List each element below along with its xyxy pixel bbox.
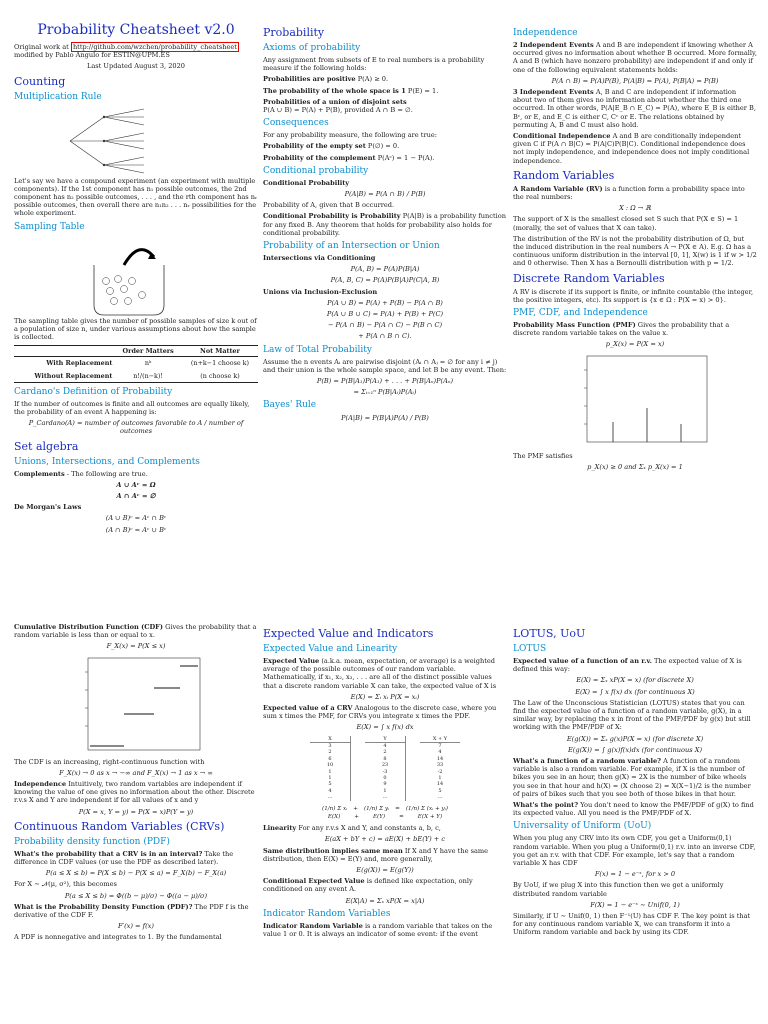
subsection-sampling-table: Sampling Table (14, 221, 85, 232)
xy-values (420, 743, 460, 801)
ie-eq-1: P(A ∪ B) = P(A) + P(B) − P(A ∩ B) (327, 298, 443, 307)
uou-eq-1: F(x) = 1 − e⁻ˣ, for x > 0 (594, 870, 676, 879)
col-xy (420, 736, 460, 801)
table-cell: 1 (328, 775, 332, 782)
axiom-3-label: Probabilities of a union of disjoint sets (263, 97, 407, 106)
e-x: E(X) (327, 813, 341, 820)
ie-eq-3: − P(A ∩ B) − P(A ∩ C) − P(B ∩ C) (327, 321, 443, 330)
pdf-what-text: The PDF f is the derivative of the CDF F. (14, 902, 249, 920)
table-cell: 3 (328, 743, 332, 750)
subsection-indicator-rv: Indicator Random Variables (263, 908, 391, 919)
pdf-what-label: What is the Probability Density Function (PDF)? (14, 902, 193, 911)
subsection-unions: Unions, Intersections, and Complements (14, 456, 200, 467)
x-values (310, 743, 350, 801)
consequence-2-label: Probability of the complement (263, 153, 376, 162)
ie-eq-2: P(A ∪ B ∪ C) = P(A) + P(B) + P(C) (326, 310, 444, 319)
col-header-xy: X + Y (420, 736, 460, 743)
github-link[interactable]: http://github.com/wzchen/probability_cheatsheet (72, 43, 237, 51)
independence-text: Intuitively, two random variables are independent if knowing the value of one gives no information about the other. Discrete r.v.s X and Y are independent if for all values of x and y (14, 780, 255, 805)
section-probability: Probability (263, 26, 325, 39)
pmf-satisfies-text: The PMF satisfies (513, 451, 573, 460)
column-5 (263, 623, 507, 941)
lotus-text: The Law of the Unconscious Statistician (LOTUS) states that you can find the expected value of a function of a random variable, g(X), in a similar way, by replacing the x in front of the PMF/PDF by g(x) but still working with the PMF/PDF of X: (513, 698, 751, 732)
table-cell: 0 (383, 775, 387, 782)
axiom-2-label: The probability of the whole space is 1 (263, 86, 406, 95)
total-eq-1: P(B) = P(B|A₁)P(A₁) + . . . + P(B|Aₙ)P(Aₙ) (316, 377, 454, 386)
pmf-eq: p_X(x) = P(X = x) (605, 340, 665, 349)
urn-diagram (84, 235, 184, 317)
table-cell: 1 (383, 787, 387, 794)
table-cell: 4 (328, 787, 332, 794)
sum-y: (1/n) Σ yᵢ (363, 805, 390, 812)
table-cell: 4 (438, 749, 442, 756)
cond-ind-label: Conditional Independence (513, 132, 611, 141)
rv-eq: X : Ω → ℝ (619, 204, 651, 213)
rv-label: A Random Variable (RV) (513, 184, 603, 193)
original-work-line (14, 43, 258, 59)
consequences-text: For any probability measure, the following are true: (263, 131, 437, 140)
e-xy: E(X + Y) (417, 813, 443, 820)
table-cell: 23 (381, 762, 389, 769)
table-cell: 14 (436, 755, 444, 762)
intersection-eq-2: P(A, B, C) = P(A)P(B|A)P(C|A, B) (330, 276, 440, 285)
cell: (n choose k) (200, 371, 240, 380)
pmf-plot (563, 352, 713, 452)
consequence-1: P(∅) = 0. (367, 142, 400, 151)
pmf-text: Gives the probability that a discrete random variable takes on the value x. (513, 321, 730, 338)
table-cell: 4 (383, 743, 387, 750)
column-1 (14, 0, 258, 537)
indicator-text: is a random variable that takes on the value 1 or 0. It is always an indicator of some event: if the event (263, 921, 493, 938)
pdf-normal-text: For X ∼ 𝒩(μ, σ²), this becomes (14, 880, 117, 889)
column-2 (263, 0, 507, 426)
cheatsheet-page-2 (0, 615, 768, 1024)
table-cell: -3 (382, 768, 388, 775)
e-y: E(Y) (372, 813, 386, 820)
multiplication-text: Let's say we have a compound experiment (an experiment with multiple components). If the 1st component has n₁ possible outcomes, the 2nd component has n₂ possible outcomes, . . . , and the rth component has nᵣ possible outcomes, then overall there are n₁n₂ . . . nᵣ possibilities for the whole experiment. (14, 176, 258, 218)
bayes-eq: P(A|B) = P(B|A)P(A) / P(B) (341, 414, 429, 423)
tbl-header-order-matters: Order Matters (114, 346, 182, 357)
consequence-2: P(Aᶜ) = 1 − P(A). (377, 153, 435, 162)
table-cell: 9 (383, 781, 387, 788)
subsection-bayes: Bayes' Rule (263, 400, 317, 411)
complements-label: Complements (14, 469, 65, 478)
table-cell: 33 (436, 762, 444, 769)
table-cell: 10 (326, 762, 334, 769)
cdf-limits-eq: F_X(x) → 0 as x → −∞ and F_X(x) → 1 as x → ∞ (59, 768, 213, 777)
same-dist-eq: E(g(X)) = E(g(Y)) (356, 865, 414, 874)
uou-eq-2: F(X) = 1 − e⁻ˣ ∼ Unif(0, 1) (590, 900, 680, 909)
cell: nᵏ (144, 359, 152, 368)
table-cell: 1 (438, 775, 442, 782)
section-discrete-rv: Discrete Random Variables (513, 271, 665, 285)
page-title: Probability Cheatsheet v2.0 (37, 22, 235, 38)
ev-crv-label: Expected value of a CRV (263, 704, 353, 713)
plus-sign: + (354, 813, 359, 820)
sum-xy: (1/n) Σ (xᵢ + yᵢ) (405, 805, 448, 812)
axiom-1: P(A) ≥ 0. (357, 75, 389, 84)
sampling-table (14, 345, 258, 383)
subsection-pmf: PMF, CDF, and Independence (513, 308, 648, 319)
sampling-text: The sampling table gives the number of possible samples of size k out of a population of size n, under various assumptions about how the sample is collected. (14, 316, 257, 342)
cell: n!/(n−k)! (133, 371, 163, 380)
subsection-cardano: Cardano's Definition of Probability (14, 386, 173, 397)
original-work-label: Original work at (14, 43, 69, 51)
subsection-axioms: Axioms of probability (263, 43, 361, 53)
ev-crv-eq: E(X) = ∫ x f(x) dx (356, 723, 414, 732)
cdf-label: Cumulative Distribution Function (CDF) (14, 623, 163, 631)
demorgan-eq-1: (A ∪ B)ᶜ = Aᶜ ∩ Bᶜ (105, 514, 167, 523)
consequence-1-label: Probability of the empty set (263, 142, 366, 151)
subsection-intersection: Probability of an Intersection or Union (263, 241, 440, 252)
pdf-question-label: What's the probability that a CRV is in an interval? (14, 849, 203, 858)
table-cell: 5 (438, 787, 442, 794)
subsection-ev-linearity: Expected Value and Linearity (263, 644, 398, 654)
subsection-independence: Independence (513, 28, 578, 38)
col-y (365, 736, 406, 801)
equals-sign: = (399, 813, 404, 820)
discrete-rv-text: A RV is discrete if its support is finite, or infinite countable (the integer, the positive integers, etc). Its support is {x ∈ Ω : P(X = x) > 0}. (513, 287, 754, 304)
ind2-label: 2 Independent Events (513, 41, 594, 49)
col-header-y: Y (365, 736, 405, 743)
table-cell: 14 (436, 781, 444, 788)
lotus-eq-1: E(g(X)) = Σₓ g(x)P(X = x) (for discrete X) (566, 734, 704, 743)
table-cell: 8 (383, 755, 387, 762)
uou-text: When you plug any CRV into its own CDF, you get a Uniform(0,1) random variable. When you plug a Uniform(0,1) r.v. into an inverse CDF, you get an r.v. with that CDF. For example, let's say that a random variable X has CDF (513, 834, 756, 868)
independence-eq: P(X = x, Y = y) = P(X = x)P(Y = y) (78, 807, 194, 816)
axiom-3: P(A ∪ B) = P(A) + P(B), provided A ∩ B = ∅. (263, 106, 413, 115)
subsection-consequences: Consequences (263, 118, 329, 129)
axioms-text: Any assignment from subsets of E to real numbers is a probability measure if the following holds: (263, 56, 485, 73)
uou-text-2: By UoU, if we plug X into this function then we get a uniformly distributed random variable (513, 881, 724, 898)
sum-x: (1/n) Σ xᵢ (322, 805, 348, 812)
y-values (365, 743, 405, 801)
tree-diagram (64, 105, 224, 177)
cond-ind-text: A and B are conditionally independent given C if P(A ∩ B|C) = P(A|C)P(B|C). Conditional independence does not imply independence, and independence does not imply conditional independence. (513, 132, 750, 165)
ind3-text: A, B and C are independent if information about two of them gives no information about whether the third one occurred. In other words, P(A|E_B ∩ E_C) = P(A), where E_B is either B, Bᶜ, or E, and E_C is either C, Cᶜ or E. The relations obtained by permuting A, B and C must also hold. (513, 88, 756, 129)
table-cell: 1 (328, 768, 332, 775)
cdf-eq: F_X(x) = P(X ≤ x) (106, 642, 166, 651)
column-3 (513, 0, 757, 474)
table-cell: 5 (328, 781, 332, 788)
plus-sign: + (353, 805, 358, 812)
subsection-multiplication-rule: Multiplication Rule (14, 91, 102, 102)
axiom-1-label: Probabilities are positive (263, 75, 356, 84)
unions-label: Unions via Inclusion-Exclusion (263, 287, 378, 296)
linearity-text: For any r.v.s X and Y, and constants a, b, c, (298, 824, 441, 833)
column-6 (513, 623, 757, 940)
demorgan-label: De Morgan's Laws (14, 503, 82, 512)
row-label: Without Replacement (34, 371, 113, 380)
table-cell: ... (327, 794, 333, 801)
indicator-label: Indicator Random Variable (263, 921, 363, 930)
cdf-increasing-text: The CDF is an increasing, right-continuous function with (14, 757, 205, 766)
intersection-eq-1: P(A, B) = P(A)P(B|A) (350, 265, 420, 274)
tbl-header-not-matter: Not Matter (182, 346, 258, 357)
cond-is-prob-label: Conditional Probability is Probability (263, 212, 401, 221)
pmf-label: Probability Mass Function (PMF) (513, 321, 636, 330)
modified-by: modified by Pablo Angulo for ESTIN@UPM.ES (14, 51, 170, 60)
cdf-text: Gives the probability that a random variable is less than or equal to x. (14, 623, 257, 640)
complement-eq-2: A ∩ Aᶜ = ∅ (116, 492, 156, 501)
cond-ev-label: Conditional Expected Value (263, 877, 365, 886)
section-counting: Counting (14, 74, 66, 88)
ind2-eq: P(A ∩ B) = P(A)P(B), P(A|B) = P(A), P(B|A) = P(B) (551, 76, 719, 85)
function-rv-label: What's a function of a random variable? (513, 757, 662, 766)
linearity-eq: E(aX + bY + c) = aE(X) + bE(Y) + c (324, 835, 446, 844)
linearity-table (263, 736, 507, 801)
subsection-lotus: LOTUS (513, 644, 547, 654)
pdf-eq-1: P(a ≤ X ≤ b) = P(X ≤ b) − P(X ≤ a) = F_X(b) − F_X(a) (45, 869, 227, 878)
table-row (14, 370, 258, 383)
cond-is-prob-text: P(A|B) is a probability function for any fixed B. Any theorem that holds for probability also holds for conditional probability. (263, 212, 506, 237)
cell: (n+k−1 choose k) (190, 359, 250, 368)
cond-ev-text: is defined like expectation, only conditioned on any event A. (263, 877, 473, 894)
total-text: Assume the n events Aᵢ are pairwise disjoint (Aᵢ ∩ Aⱼ = ∅ for any i ≠ j) and their union is the whole sample space, and let B be any event. Then: (263, 357, 507, 374)
subsection-conditional-probability: Conditional probability (263, 165, 369, 176)
cond-ev-eq: E(X|A) = Σₓ xP(X = x|A) (345, 896, 425, 905)
ev-crv-text: Analogous to the discrete case, where you sum x times the PMF, for CRVs you integrate x times the PDF. (263, 704, 497, 721)
uou-text-3: Similarly, if U ∼ Unif(0, 1) then F⁻¹(U) has CDF F. The key point is that for any continuous random variable X, we can transform it into a Uniform random variable and back by using its CDF. (513, 912, 751, 937)
ind2-text: A and B are independent if knowing whether A occurred gives no information about whether B occurred. More formally, A and B (which have nonzero probability) are independent if and only if one of the following equivalent statements holds: (513, 41, 757, 74)
pdf-eq-3: F′(x) = f(x) (118, 922, 154, 931)
column-4 (14, 623, 258, 945)
distribution-text: The distribution of the RV is not the probability distribution of Ω, but the induced distribution in the real numbers A → P(X ∈ A). E.g. Ω has a continuous uniform distribution in the interval [0, 1], X(w) is 1 if w > 1/2 and 0 otherwise. Then X has a Bernoulli distribution with p = 1/2. (513, 234, 757, 268)
cardano-text: If the number of outcomes is finite and all outcomes are equally likely, the probability of an event A happening is: (14, 399, 250, 417)
table-cell: 7 (438, 743, 442, 750)
rv-text: is a function form a probability space into the real numbers: (513, 184, 745, 202)
point-label: What's the point? (513, 801, 579, 810)
section-random-variables: Random Variables (513, 168, 615, 182)
section-crv: Continuous Random Variables (CRVs) (14, 819, 225, 833)
table-cell: 6 (328, 755, 332, 762)
col-x (310, 736, 351, 801)
section-lotus-uou: LOTUS, UoU (513, 627, 586, 640)
ie-eq-4: + P(A ∩ B ∩ C). (358, 332, 412, 341)
table-cell: 2 (328, 749, 332, 756)
linearity-sums (263, 805, 507, 813)
ev-label: Expected Value (263, 657, 320, 665)
same-dist-text: If X and Y have the same distribution, then E(X) = E(Y) and, more generally, (263, 846, 489, 863)
complement-eq-1: A ∪ Aᶜ = Ω (116, 480, 156, 489)
cond-prob-eq: P(A|B) = P(A ∩ B) / P(B) (344, 190, 426, 199)
cdf-plot (58, 654, 208, 758)
row-label: With Replacement (46, 359, 113, 368)
cardano-equation: P_Cardano(A) = number of outcomes favorable to A / number of outcomes (28, 419, 244, 436)
ev-eq: E(X) = Σᵢ xᵢ P(X = xᵢ) (350, 692, 420, 701)
subsection-pdf: Probability density function (PDF) (14, 836, 170, 847)
cond-prob-text: Probability of A, given that B occurred. (263, 201, 395, 210)
subsection-total-probability: Law of Total Probability (263, 344, 372, 355)
pmf-satisfies-eq: p_X(x) ≥ 0 and Σₓ p_X(x) = 1 (587, 462, 683, 471)
support-text: The support of X is the smallest closed set S such that P(X ∈ S) = 1 (morally, the set of values that X can take). (513, 215, 739, 232)
same-dist-label: Same distribution implies same mean (263, 846, 403, 855)
last-updated: Last Updated August 3, 2020 (86, 62, 185, 71)
linearity-expectations (263, 813, 507, 821)
table-cell: ... (382, 794, 388, 801)
section-expected-value: Expected Value and Indicators (263, 627, 434, 640)
complements-text: - The following are true. (66, 469, 148, 478)
function-rv-text: A function of a random variable is also a random variable. For example, if X is the number of bikes you see in an hour, then g(X) = 2X is the number of bike wheels you see in that hour and h(X) = (X choose 2) = X(X−1)/2 is the number of pairs of bikes such that you see both of those bikes in that hour. (513, 757, 751, 798)
ev-function-text: The expected value of X is defined this way: (513, 657, 742, 674)
lotus-eq-2: E(g(X)) = ∫ g(x)f(x)dx (for continuous X) (567, 745, 703, 754)
axiom-2: P(E) = 1. (407, 86, 439, 95)
ind3-label: 3 Independent Events (513, 88, 594, 97)
ev-text: (a.k.a. mean, expectation, or average) is a weighted average of the possible outcomes of our random variable. Mathematically, if x₁, x₂, x₃, . . . are all of the distinct possible values that a discrete random variable X can take, the expected value of X is (263, 657, 497, 690)
ev-function-label: Expected value of a function of an r.v. (513, 657, 652, 665)
tbl-corner (14, 346, 114, 357)
independence-label: Independence (14, 780, 67, 789)
col-header-x: X (310, 736, 350, 743)
table-cell: -2 (437, 768, 443, 775)
subsection-uou: Universality of Uniform (UoU) (513, 821, 652, 832)
ev-function-eq-1: E(X) = Σₓ xP(X = x) (for discrete X) (576, 676, 694, 685)
table-cell: ... (437, 794, 443, 801)
cond-prob-label: Conditional Probability (263, 178, 350, 187)
ev-function-eq-2: E(X) = ∫ x f(x) dx (for continuous X) (575, 687, 695, 696)
pdf-nonneg-text: A PDF is nonnegative and integrates to 1. By the fundamental (14, 933, 222, 942)
table-cell: 2 (383, 749, 387, 756)
demorgan-eq-2: (A ∩ B)ᶜ = Aᶜ ∪ Bᶜ (105, 525, 167, 534)
section-set-algebra: Set algebra (14, 439, 79, 453)
equals-sign: = (395, 805, 400, 812)
total-eq-2: = Σᵢ₌₁ⁿ P(B|Aᵢ)P(Aᵢ) (353, 388, 417, 397)
intersections-label: Intersections via Conditioning (263, 254, 376, 263)
table-row (14, 357, 258, 370)
linearity-label: Linearity (263, 824, 297, 833)
point-text: You don't need to know the PMF/PDF of g(X) to find its expected value. All you need is the PMF/PDF of X. (513, 801, 754, 818)
pdf-eq-2: P(a ≤ X ≤ b) = Φ((b − μ)/σ) − Φ((a − μ)/σ) (64, 891, 208, 900)
pdf-question-text: Take the difference in CDF values (or use the PDF as described later). (14, 849, 234, 867)
